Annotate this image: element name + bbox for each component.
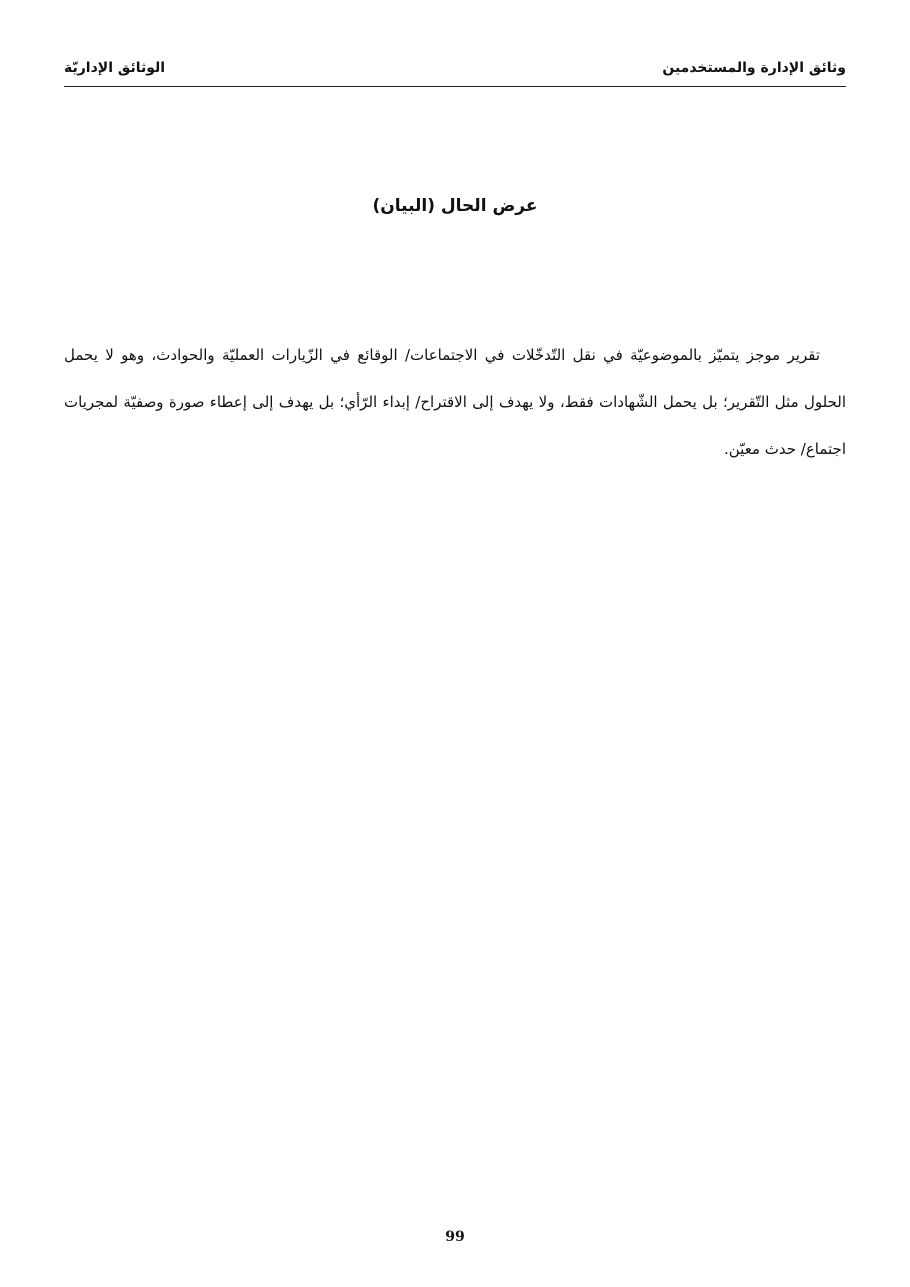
section-title: عرض الحال (البيان) xyxy=(372,196,538,216)
page-header xyxy=(64,56,846,87)
section-paragraph: تقرير موجز يتميّز بالموضوعيّة في نقل التّدخّلات في الاجتماعات/ الوقائع في الزّيارات العمليّة والحوادث، وهو لا يحمل الحلول مثل التّقرير؛ بل يحمل الشّهادات فقط، ولا يهدف إلى الاقتراح/ إبداء الرّأي؛ بل يهدف إلى إعطاء صورة وصفيّة لمجريات اجتماع/ حدث معيّن. xyxy=(64,346,846,458)
header-chapter-title: الوثائق الإداريّة xyxy=(64,60,166,76)
header-book-title: وثائق الإدارة والمستخدمين xyxy=(662,60,846,76)
page-number: 99 xyxy=(445,1229,465,1245)
